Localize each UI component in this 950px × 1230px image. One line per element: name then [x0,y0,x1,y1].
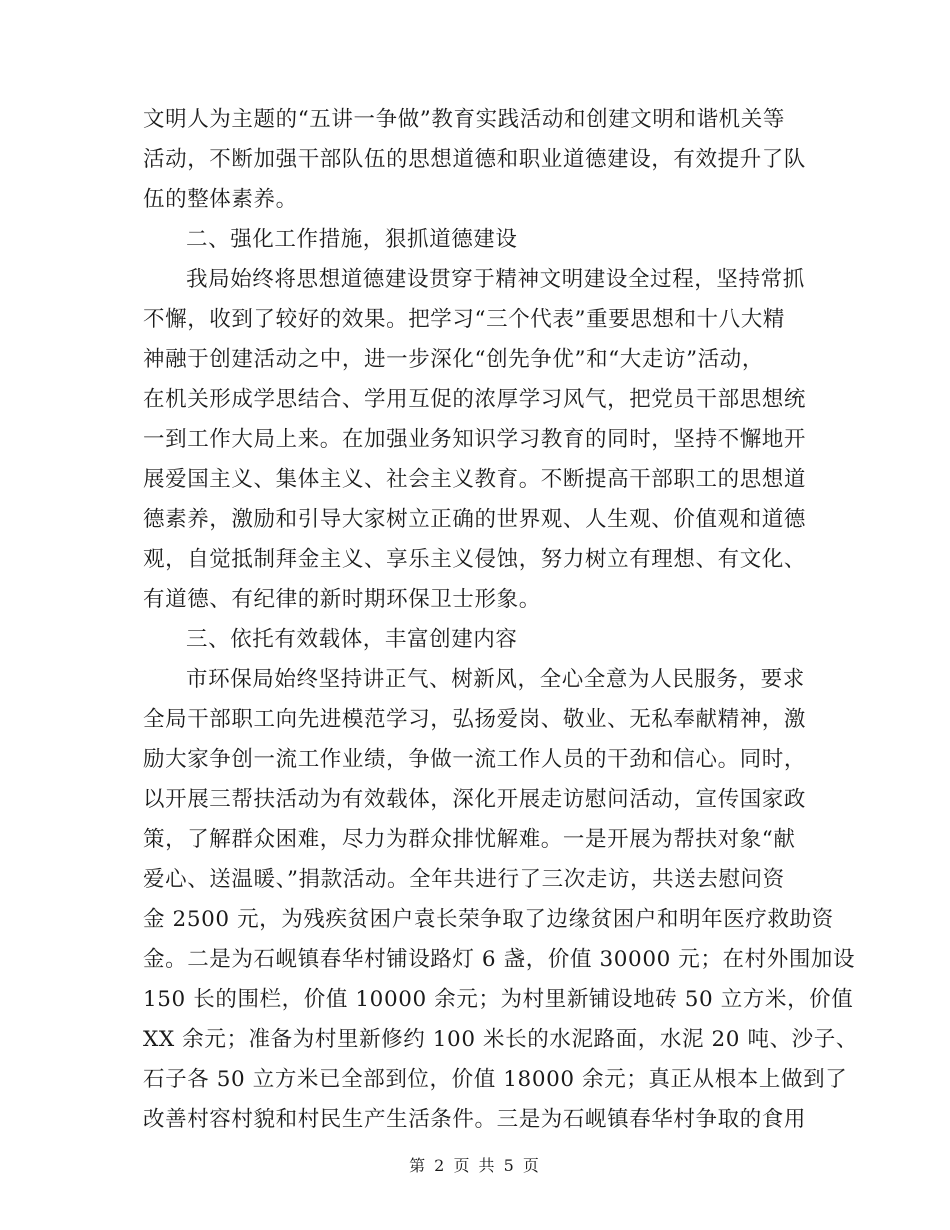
text-line: 在机关形成学思结合、学用互促的浓厚学习风气，把党员干部思想统 [143,387,807,412]
section-heading: 二、强化工作措施，狠抓道德建设 [186,227,518,252]
text-line: 以开展三帮扶活动为有效载体，深化开展走访慰问活动，宣传国家政 [143,787,807,812]
text-line: 神融于创建活动之中，进一步深化“创先争优”和“大走访”活动， [143,347,764,372]
text-line: 文明人为主题的“五讲一争做”教育实践活动和创建文明和谐机关等 [143,107,785,132]
text-line: 策，了解群众困难，尽力为群众排忧解难。一是开展为帮扶对象“献 [143,827,796,852]
text-line: 一到工作大局上来。在加强业务知识学习教育的同时，坚持不懈地开 [143,427,807,452]
section-heading: 三、依托有效载体，丰富创建内容 [186,627,518,652]
text-line: 观，自觉抵制拜金主义、享乐主义侵蚀，努力树立有理想、有文化、 [143,547,807,572]
text-line: 金。二是为石岘镇春华村铺设路灯 6 盏，价值 30000 元；在村外围加设 [143,947,856,972]
text-line: 德素养，激励和引导大家树立正确的世界观、人生观、价值观和道德 [143,507,807,532]
text-line: 有道德、有纪律的新时期环保卫士形象。 [143,587,541,612]
text-line: 不懈，收到了较好的效果。把学习“三个代表”重要思想和十八大精 [143,307,785,332]
text-line: 改善村容村貌和村民生产生活条件。三是为石岘镇春华村争取的食用 [143,1107,807,1132]
text-line: 150 长的围栏，价值 10000 余元；为村里新铺设地砖 50 立方米，价值 [143,987,854,1012]
text-line: 爱心、送温暖、”捐款活动。全年共进行了三次走访，共送去慰问资 [143,867,785,892]
page-footer: 第 2 页 共 5 页 [409,1156,541,1175]
text-line: 伍的整体素养。 [143,187,298,212]
text-line: XX 余元；准备为村里新修约 100 米长的水泥路面，水泥 20 吨、沙子、 [143,1027,858,1052]
text-line: 展爱国主义、集体主义、社会主义教育。不断提高干部职工的思想道 [143,467,807,492]
text-line: 市环保局始终坚持讲正气、树新风，全心全意为人民服务，要求 [186,667,805,692]
text-line: 全局干部职工向先进模范学习，弘扬爱岗、敬业、无私奉献精神，激 [143,707,807,732]
body-text [143,100,858,1140]
text-line: 石子各 50 立方米已全部到位，价值 18000 余元；真正从根本上做到了 [143,1067,848,1092]
text-line: 活动，不断加强干部队伍的思想道德和职业道德建设，有效提升了队 [143,147,807,172]
text-line: 金 2500 元，为残疾贫困户袁长荣争取了边缘贫困户和明年医疗救助资 [143,907,834,932]
text-line: 励大家争创一流工作业绩，争做一流工作人员的干劲和信心。同时， [143,747,807,772]
text-line: 我局始终将思想道德建设贯穿于精神文明建设全过程，坚持常抓 [186,267,805,292]
